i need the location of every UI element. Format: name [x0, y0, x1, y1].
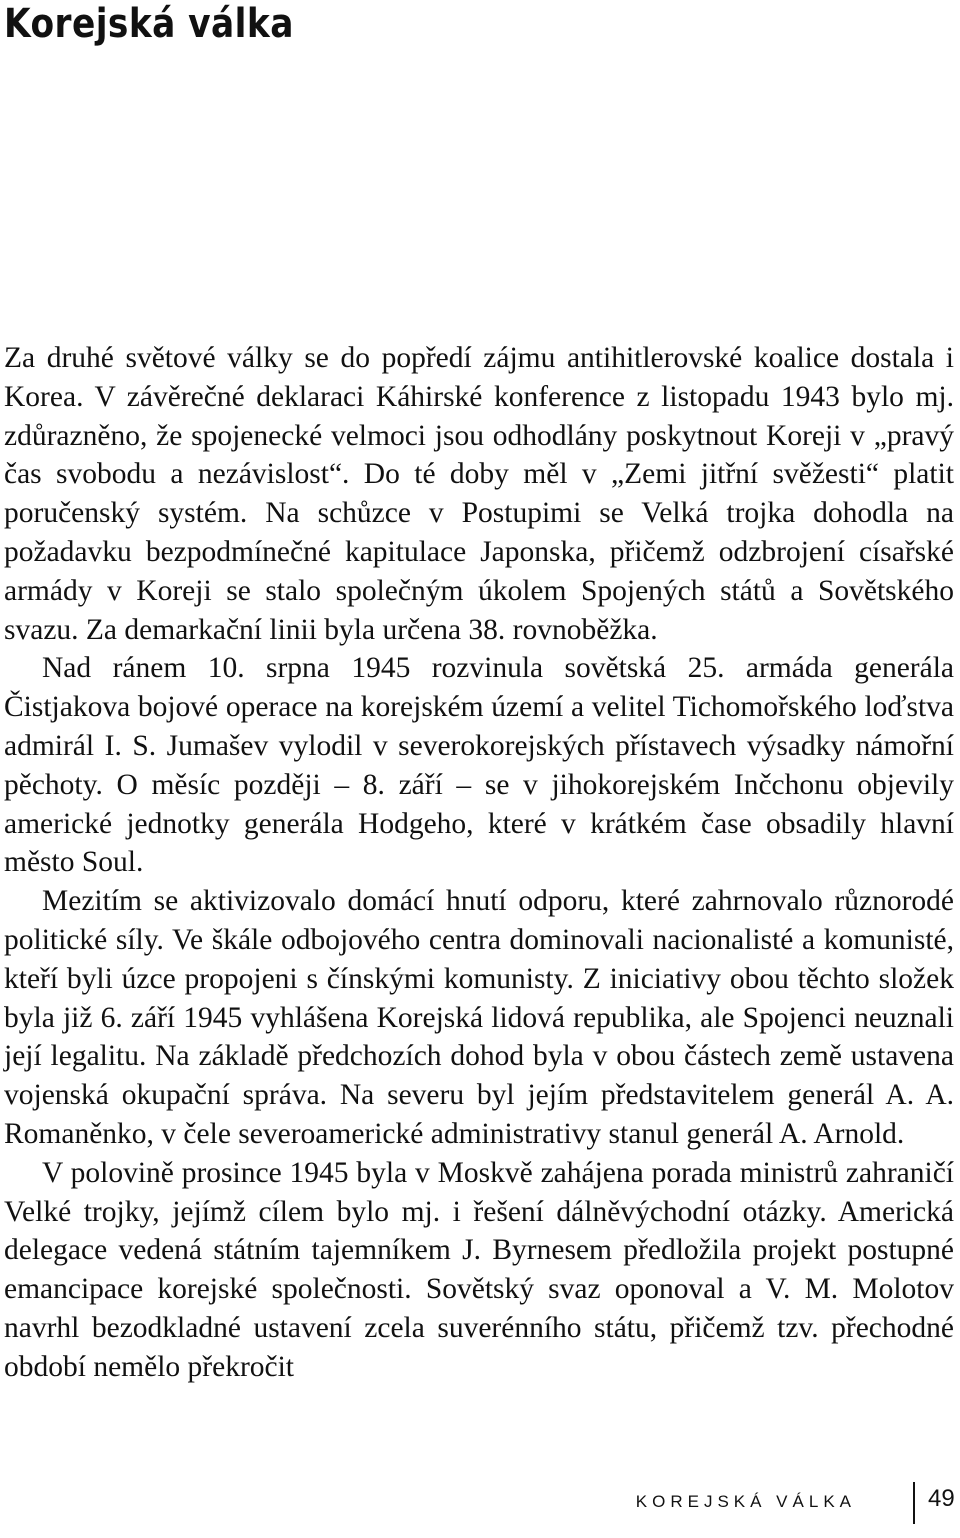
running-head: KOREJSKÁ VÁLKA: [635, 1492, 856, 1511]
paragraph: Mezitím se aktivizovalo domácí hnutí odporu, které zahrnovalo různorodé politické síly. Ve škále odbojového centra dominovali nacionalisté a komunisté, kteří byli úzce propojeni s čínskými komunisty. Z iniciativy obou těchto složek byla již 6. září 1945 vyhlášena Korejská lidová republika, ale Spojenci neuznali její legalitu. Na základě předchozích dohod byla v obou částech země ustavena vojenská okupační správa. Na severu byl jejím představitelem generál A. A. Romaněnko, v čele severoamerické administrativy stanul generál A. Arnold.: [4, 885, 954, 1150]
page-number: 49: [928, 1485, 955, 1512]
body-text: [4, 339, 954, 1387]
page-footer: [0, 1478, 960, 1528]
footer-divider: [913, 1482, 915, 1524]
paragraph: Nad ránem 10. srpna 1945 rozvinula sovětská 25. armáda generála Čistjakova bojové operace na korejském území a velitel Tichomořského loďstva admirál I. S. Jumašev vylodil v severokorejských přístavech výsadky námořní pěchoty. O měsíc později – 8. září – se v jihokorejském Inčchonu objevily americké jednotky generála Hodgeho, které v krátkém čase obsadily hlavní město Soul.: [4, 652, 954, 879]
paragraph: V polovině prosince 1945 byla v Moskvě zahájena porada ministrů zahraničí Velké trojky, jejímž cílem bylo mj. i řešení dálněvýchodní otázky. Americká delegace vedená státním tajemníkem J. Byrnesem předložila projekt postupné emancipace korejské společnosti. Sovětský svaz oponoval a V. M. Molotov navrhl bezodkladné ustavení zcela suverénního státu, přičemž tzv. přechodné období nemělo překročit: [4, 1156, 954, 1383]
chapter-title: Korejská válka: [4, 1, 294, 47]
paragraph: Za druhé světové války se do popředí zájmu antihitlerovské koalice dostala i Korea. V závěrečné deklaraci Káhirské konference z listopadu 1943 bylo mj. zdůrazněno, že spojenecké velmoci jsou odhodlány poskytnout Koreji v „pravý čas svobodu a nezávislost“. Do té doby měl v „Zemi jitřní svěžesti“ platit poručenský systém. Na schůzce v Postupimi se Velká trojka dohodla na požadavku bezpodmínečné kapitulace Japonska, přičemž odzbrojení císařské armády v Koreji se stalo společným úkolem Spojených států a Sovětského svazu. Za demarkační linii byla určena 38. rovnoběžka.: [4, 342, 954, 646]
